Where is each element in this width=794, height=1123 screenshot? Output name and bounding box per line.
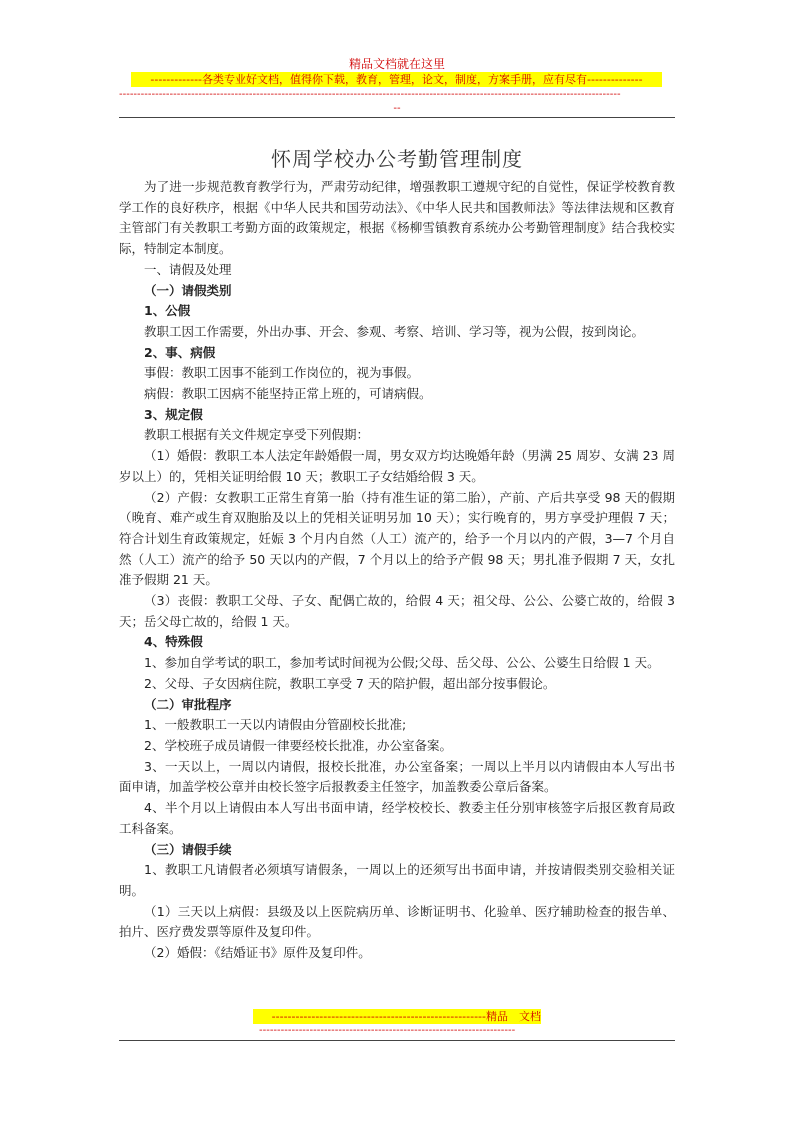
header-dash-tail: -- (393, 103, 401, 114)
paragraph: 2、父母、子女因病住院，教职工享受 7 天的陪护假，超出部分按事假论。 (144, 675, 556, 691)
paragraph: （2）产假：女教职工正常生育第一胎（持有准生证的第二胎），产前、产后共享受 98 天的假期（晚育、难产或生育双胞胎及以上的凭相关证明另加 10 天）；实行晚育的，男方享受护理假 7 天；符合计划生育政策规定，妊娠 3 个月内自然（人工）流产的，给予一个月以内的产假，3—7 个月自然（人工）流产的给予 50 天以内的产假，7 个月以上的给予产假 98 天；男扎准予假期 7 天，女扎准予假期 21 天。 (119, 489, 675, 588)
document-body (119, 177, 675, 964)
section-heading: 4、特殊假 (144, 634, 203, 650)
header-dash-line: ------------------------------------------------------------------------------------------------------------------------------------------- (119, 89, 621, 100)
header-rule (119, 117, 675, 118)
paragraph: 教职工因工作需要，外出办事、开会、参观、考察、培训、学习等，视为公假，按到岗论。 (144, 323, 645, 339)
paragraph: 为了进一步规范教育教学行为，严肃劳动纪律，增强教职工遵规守纪的自觉性，保证学校教育教学工作的良好秩序，根据《中华人民共和国劳动法》、《中华人民共和国教师法》等法律法规和区教育主管部门有关教职工考勤方面的政策规定，根据《杨柳雪镇教育系统办公考勤管理制度》结合我校实际，特制定本制度。 (119, 179, 675, 257)
paragraph: 教职工根据有关文件规定享受下列假期： (144, 427, 370, 443)
paragraph: （3）丧假：教职工父母、子女、配偶亡故的，给假 4 天；祖父母、公公、公婆亡故的，给假 3 天；岳父母亡故的，给假 1 天。 (119, 593, 675, 629)
paragraph: 病假：教职工因病不能坚持正常上班的，可请病假。 (144, 386, 432, 402)
paragraph: 4、半个月以上请假由本人写出书面申请，经学校校长、教委主任分别审核签字后报区教育局政工科备案。 (119, 800, 675, 836)
paragraph: 3、一天以上，一周以内请假，报校长批准，办公室备案；一周以上半月以内请假由本人写出书面申请，加盖学校公章并由校长签字后报教委主任签字，加盖教委公章后备案。 (119, 758, 675, 795)
header-banner-tagline: -------------各类专业好文档，值得你下载，教育，管理，论文，制度，方案手册，应有尽有-------------- (131, 72, 662, 87)
paragraph: （1）婚假：教职工本人法定年龄婚假一周，男女双方均达晚婚年龄（男满 25 周岁、女满 23 周岁以上）的，凭相关证明给假 10 天；教职工子女结婚给假 3 天。 (119, 448, 675, 484)
header-banner-title: 精品文档就在这里 (348, 57, 445, 71)
section-heading: 3、规定假 (144, 406, 203, 422)
section-heading: （二）审批程序 (144, 696, 232, 712)
paragraph: 事假：教职工因事不能到工作岗位的，视为事假。 (144, 365, 420, 381)
paragraph: 2、学校班子成员请假一律要经校长批准，办公室备案。 (144, 737, 452, 753)
section-heading: 1、公假 (144, 303, 191, 319)
document-title: 怀周学校办公考勤管理制度 (271, 147, 523, 171)
paragraph: （2）婚假：《结婚证书》原件及复印件。 (144, 945, 371, 961)
footer-banner: ------------------------------------------------------精品 文档 (253, 1009, 541, 1024)
paragraph: 一、请假及处理 (144, 261, 232, 277)
footer-dash-line: ----------------------------------------------------------------------- (259, 1025, 516, 1036)
section-heading: （一）请假类别 (144, 282, 232, 298)
paragraph: 1、参加自学考试的职工，参加考试时间视为公假;父母、岳父母、公公、公婆生日给假 1 天。 (144, 655, 660, 671)
footer-rule (119, 1040, 675, 1041)
section-heading: 2、事、病假 (144, 344, 216, 360)
paragraph: 1、教职工凡请假者必须填写请假条，一周以上的还须写出书面申请，并按请假类别交验相关证明。 (119, 862, 675, 898)
paragraph: 1、一般教职工一天以内请假由分管副校长批准; (144, 717, 407, 733)
section-heading: （三）请假手续 (144, 841, 232, 857)
paragraph: （1）三天以上病假：县级及以上医院病历单、诊断证明书、化验单、医疗辅助检查的报告单、拍片、医疗费发票等原件及复印件。 (119, 903, 675, 940)
